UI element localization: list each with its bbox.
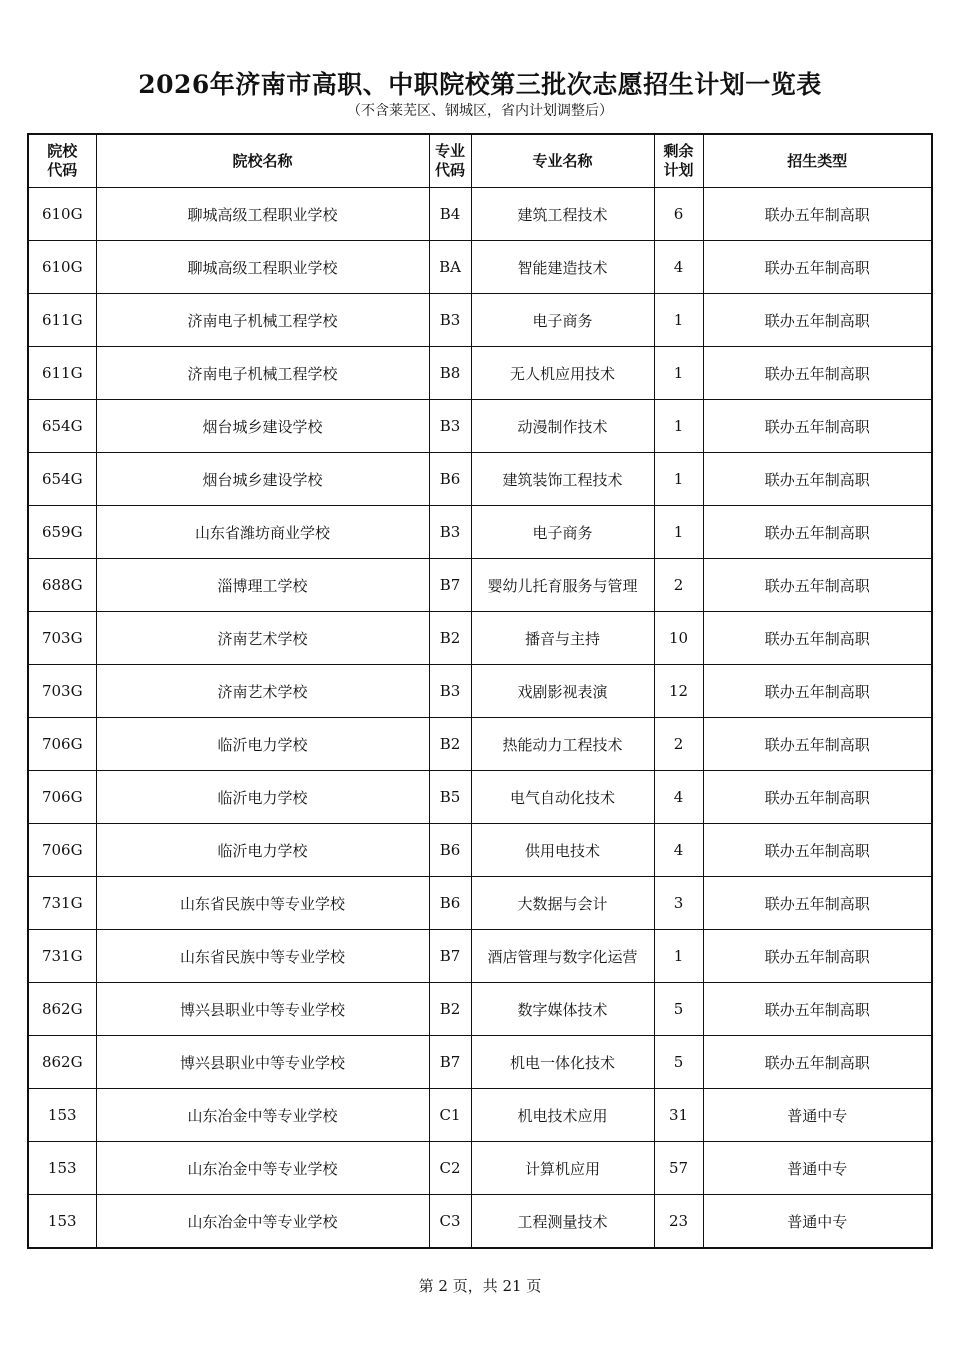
cell-major-name: 酒店管理与数字化运营 — [471, 930, 654, 983]
cell-remaining: 2 — [654, 559, 703, 612]
cell-major-code: B8 — [429, 347, 471, 400]
cell-school-code: 611G — [28, 347, 96, 400]
cell-remaining: 3 — [654, 877, 703, 930]
table-body — [28, 188, 932, 1249]
cell-school-name: 山东省民族中等专业学校 — [96, 877, 429, 930]
cell-major-name: 供用电技术 — [471, 824, 654, 877]
header-type: 招生类型 — [703, 134, 932, 188]
table-row — [28, 506, 932, 559]
cell-school-code: 610G — [28, 241, 96, 294]
cell-major-code: B7 — [429, 1036, 471, 1089]
table-row — [28, 1142, 932, 1195]
cell-school-name: 烟台城乡建设学校 — [96, 453, 429, 506]
cell-school-code: 862G — [28, 983, 96, 1036]
cell-type: 普通中专 — [703, 1142, 932, 1195]
cell-school-name: 临沂电力学校 — [96, 718, 429, 771]
cell-major-code: B6 — [429, 824, 471, 877]
table-row — [28, 559, 932, 612]
cell-major-name: 机电一体化技术 — [471, 1036, 654, 1089]
cell-type: 联办五年制高职 — [703, 983, 932, 1036]
table-row — [28, 188, 932, 241]
cell-major-code: B6 — [429, 453, 471, 506]
cell-major-name: 婴幼儿托育服务与管理 — [471, 559, 654, 612]
cell-major-code: C1 — [429, 1089, 471, 1142]
cell-major-name: 电子商务 — [471, 294, 654, 347]
cell-remaining: 31 — [654, 1089, 703, 1142]
cell-type: 联办五年制高职 — [703, 718, 932, 771]
cell-major-name: 计算机应用 — [471, 1142, 654, 1195]
cell-school-name: 济南艺术学校 — [96, 612, 429, 665]
cell-school-code: 153 — [28, 1089, 96, 1142]
cell-type: 联办五年制高职 — [703, 347, 932, 400]
cell-major-name: 工程测量技术 — [471, 1195, 654, 1249]
cell-school-name: 淄博理工学校 — [96, 559, 429, 612]
cell-school-name: 聊城高级工程职业学校 — [96, 188, 429, 241]
cell-school-code: 153 — [28, 1142, 96, 1195]
header-major-code — [429, 134, 471, 188]
cell-school-name: 博兴县职业中等专业学校 — [96, 983, 429, 1036]
header-school-code — [28, 134, 96, 188]
cell-school-name: 山东冶金中等专业学校 — [96, 1142, 429, 1195]
cell-remaining: 1 — [654, 453, 703, 506]
table-row — [28, 612, 932, 665]
table-row — [28, 1195, 932, 1249]
cell-school-code: 731G — [28, 877, 96, 930]
cell-type: 联办五年制高职 — [703, 1036, 932, 1089]
cell-type: 联办五年制高职 — [703, 612, 932, 665]
cell-major-code: B3 — [429, 665, 471, 718]
cell-type: 联办五年制高职 — [703, 506, 932, 559]
table-row — [28, 1036, 932, 1089]
table-row — [28, 718, 932, 771]
table-row — [28, 824, 932, 877]
cell-type: 联办五年制高职 — [703, 930, 932, 983]
cell-type: 普通中专 — [703, 1195, 932, 1249]
header-major-name: 专业名称 — [471, 134, 654, 188]
cell-remaining: 1 — [654, 347, 703, 400]
cell-type: 联办五年制高职 — [703, 294, 932, 347]
cell-type: 联办五年制高职 — [703, 824, 932, 877]
cell-remaining: 1 — [654, 294, 703, 347]
table-row — [28, 983, 932, 1036]
cell-remaining: 4 — [654, 771, 703, 824]
cell-type: 联办五年制高职 — [703, 665, 932, 718]
cell-school-name: 临沂电力学校 — [96, 824, 429, 877]
table-header-row — [28, 134, 932, 188]
cell-school-name: 博兴县职业中等专业学校 — [96, 1036, 429, 1089]
cell-remaining: 12 — [654, 665, 703, 718]
cell-major-code: B7 — [429, 930, 471, 983]
table-row — [28, 771, 932, 824]
cell-school-code: 654G — [28, 400, 96, 453]
table-row — [28, 347, 932, 400]
cell-major-name: 无人机应用技术 — [471, 347, 654, 400]
cell-school-code: 659G — [28, 506, 96, 559]
cell-school-name: 烟台城乡建设学校 — [96, 400, 429, 453]
table-row — [28, 400, 932, 453]
cell-major-name: 智能建造技术 — [471, 241, 654, 294]
cell-remaining: 10 — [654, 612, 703, 665]
cell-major-code: B2 — [429, 612, 471, 665]
table-row — [28, 1089, 932, 1142]
table-row — [28, 877, 932, 930]
cell-major-name: 大数据与会计 — [471, 877, 654, 930]
table-row — [28, 665, 932, 718]
cell-school-name: 山东冶金中等专业学校 — [96, 1195, 429, 1249]
cell-major-name: 机电技术应用 — [471, 1089, 654, 1142]
cell-school-code: 862G — [28, 1036, 96, 1089]
cell-remaining: 5 — [654, 1036, 703, 1089]
cell-school-name: 山东冶金中等专业学校 — [96, 1089, 429, 1142]
cell-major-name: 建筑装饰工程技术 — [471, 453, 654, 506]
cell-remaining: 1 — [654, 506, 703, 559]
cell-school-code: 654G — [28, 453, 96, 506]
cell-type: 联办五年制高职 — [703, 771, 932, 824]
cell-school-code: 706G — [28, 718, 96, 771]
cell-remaining: 57 — [654, 1142, 703, 1195]
cell-school-name: 山东省潍坊商业学校 — [96, 506, 429, 559]
cell-remaining: 4 — [654, 824, 703, 877]
cell-school-name: 山东省民族中等专业学校 — [96, 930, 429, 983]
cell-major-code: BA — [429, 241, 471, 294]
cell-type: 联办五年制高职 — [703, 453, 932, 506]
cell-school-name: 聊城高级工程职业学校 — [96, 241, 429, 294]
cell-major-name: 戏剧影视表演 — [471, 665, 654, 718]
header-major-code-label: 专业 代码 — [434, 142, 465, 179]
header-school-name: 院校名称 — [96, 134, 429, 188]
cell-major-name: 电气自动化技术 — [471, 771, 654, 824]
cell-school-code: 706G — [28, 824, 96, 877]
cell-major-code: B3 — [429, 400, 471, 453]
cell-major-code: B3 — [429, 294, 471, 347]
cell-type: 联办五年制高职 — [703, 877, 932, 930]
cell-major-code: C2 — [429, 1142, 471, 1195]
cell-remaining: 2 — [654, 718, 703, 771]
enrollment-plan-table — [27, 133, 933, 1249]
cell-major-name: 热能动力工程技术 — [471, 718, 654, 771]
cell-school-name: 济南电子机械工程学校 — [96, 294, 429, 347]
cell-major-code: B5 — [429, 771, 471, 824]
cell-major-code: B2 — [429, 718, 471, 771]
page-subtitle: （不含莱芜区、钢城区，省内计划调整后） — [347, 103, 613, 119]
cell-school-code: 703G — [28, 665, 96, 718]
table-row — [28, 930, 932, 983]
cell-remaining: 5 — [654, 983, 703, 1036]
cell-school-code: 611G — [28, 294, 96, 347]
cell-school-code: 688G — [28, 559, 96, 612]
table-row — [28, 294, 932, 347]
cell-school-code: 703G — [28, 612, 96, 665]
cell-school-name: 济南电子机械工程学校 — [96, 347, 429, 400]
cell-major-code: B3 — [429, 506, 471, 559]
cell-major-code: C3 — [429, 1195, 471, 1249]
cell-type: 普通中专 — [703, 1089, 932, 1142]
cell-school-name: 临沂电力学校 — [96, 771, 429, 824]
table-row — [28, 453, 932, 506]
header-school-code-label: 院校 代码 — [47, 142, 78, 179]
cell-remaining: 1 — [654, 400, 703, 453]
header-remaining — [654, 134, 703, 188]
cell-major-name: 动漫制作技术 — [471, 400, 654, 453]
cell-school-code: 706G — [28, 771, 96, 824]
cell-type: 联办五年制高职 — [703, 241, 932, 294]
cell-remaining: 4 — [654, 241, 703, 294]
cell-type: 联办五年制高职 — [703, 188, 932, 241]
cell-school-name: 济南艺术学校 — [96, 665, 429, 718]
cell-school-code: 153 — [28, 1195, 96, 1249]
cell-major-name: 播音与主持 — [471, 612, 654, 665]
cell-major-code: B7 — [429, 559, 471, 612]
cell-type: 联办五年制高职 — [703, 400, 932, 453]
cell-school-code: 610G — [28, 188, 96, 241]
header-remaining-label: 剩余 计划 — [663, 142, 694, 179]
cell-remaining: 1 — [654, 930, 703, 983]
cell-major-name: 建筑工程技术 — [471, 188, 654, 241]
table-row — [28, 241, 932, 294]
cell-major-name: 电子商务 — [471, 506, 654, 559]
cell-remaining: 6 — [654, 188, 703, 241]
cell-major-code: B4 — [429, 188, 471, 241]
cell-major-name: 数字媒体技术 — [471, 983, 654, 1036]
enrollment-table-container — [27, 133, 931, 1249]
cell-type: 联办五年制高职 — [703, 559, 932, 612]
cell-remaining: 23 — [654, 1195, 703, 1249]
page-number: 第 2 页，共 21 页 — [418, 1277, 542, 1295]
cell-major-code: B6 — [429, 877, 471, 930]
cell-school-code: 731G — [28, 930, 96, 983]
page-title: 2026年济南市高职、中职院校第三批次志愿招生计划一览表 — [138, 70, 822, 99]
cell-major-code: B2 — [429, 983, 471, 1036]
